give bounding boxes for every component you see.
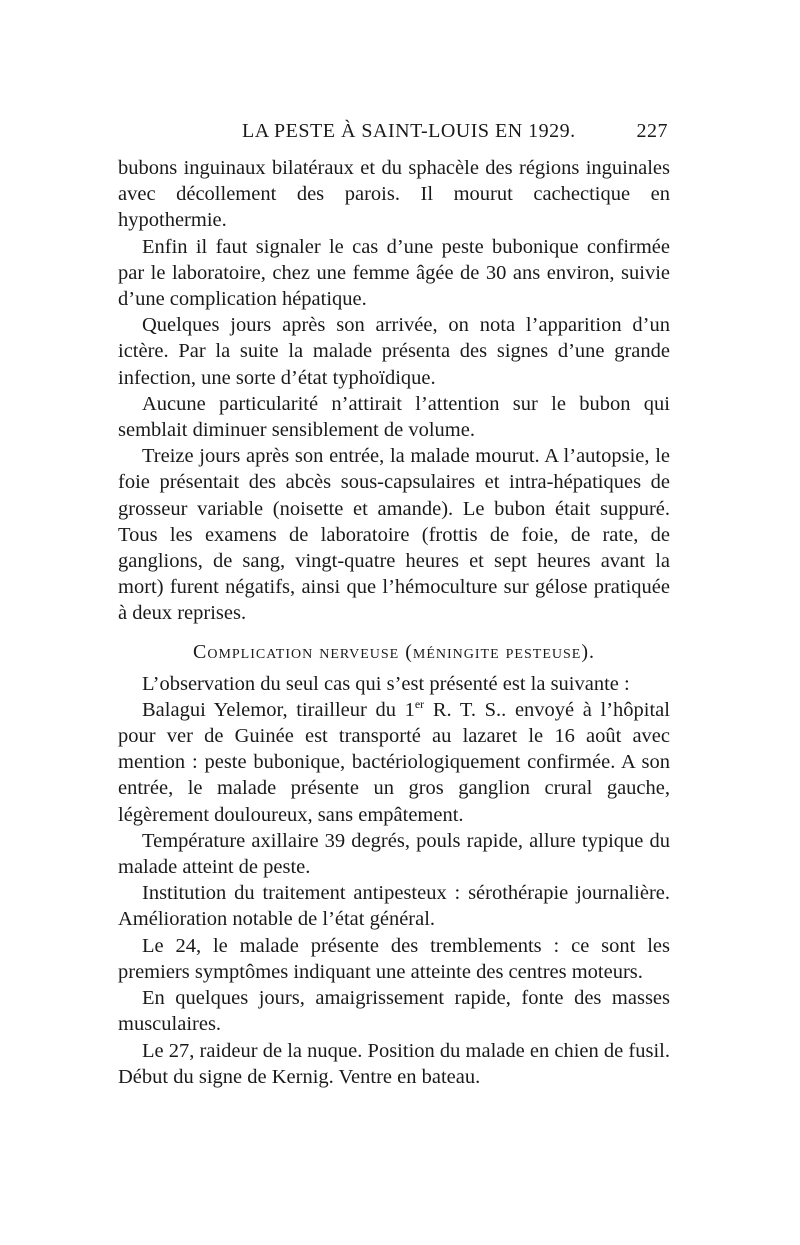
paragraph: Institution du traitement antipesteux : sérothérapie journalière. Amélioration notable de l’état général. [118, 882, 670, 931]
section-heading: Complication nerveuse (méningite pesteuse). [193, 640, 595, 663]
paragraph: Enfin il faut signaler le cas d’une peste bubonique confirmée par le laboratoire, chez une femme âgée de 30 ans environ, suivie d’une complication hépatique. [118, 235, 670, 311]
text-fragment: Balagui Yelemor, tirailleur du 1 [142, 698, 415, 721]
paragraph [118, 697, 670, 828]
paragraph: En quelques jours, amaigrissement rapide, fonte des masses musculaires. [118, 987, 670, 1036]
paragraph: Le 27, raideur de la nuque. Position du malade en chien de fusil. Début du signe de Kernig. Ventre en bateau. [118, 1039, 670, 1088]
body-text [118, 155, 670, 1090]
text-fragment: R. T. S.. envoyé à l’hôpital pour ver de Guinée est transporté au lazaret le 16 août avec mention : peste bubonique, bactériologiquement confirmée. A son entrée, le malade présente un gros ganglion crural gauche, légèrement douloureux, sans empâtement. [118, 698, 670, 826]
paragraph: Température axillaire 39 degrés, pouls rapide, allure typique du malade atteint de peste. [118, 829, 670, 879]
paragraph: Le 24, le malade présente des tremblements : ce sont les premiers symptômes indiquant une atteinte des centres moteurs. [118, 934, 670, 983]
paragraph: Treize jours après son entrée, la malade mourut. A l’autopsie, le foie présentait des abcès sous-capsulaires et intra-hépatiques de grosseur variable (noisette et amande). Le bubon était suppuré. Tous les examens de laboratoire (frottis de foie, de rate, de ganglions, de sang, vingt-quatre heures et sept heures avant la mort) furent négatifs, ainsi que l’hémoculture sur gélose pratiquée à deux reprises. [118, 445, 670, 625]
paragraph: Aucune particularité n’attirait l’attention sur le bubon qui semblait diminuer sensiblement de volume. [118, 392, 670, 442]
superscript: er [414, 697, 425, 712]
paragraph: Quelques jours après son arrivée, on nota l’apparition d’un ictère. Par la suite la malade présenta des signes d’une grande infection, une sorte d’état typhoïdique. [118, 314, 670, 389]
page-header [118, 120, 670, 150]
paragraph: bubons inguinaux bilatéraux et du sphacèle des régions inguinales avec décollement des parois. Il mourut cachectique en hypothermie. [118, 157, 670, 232]
paragraph: L’observation du seul cas qui s’est présenté est la suivante : [142, 672, 630, 695]
page-number: 227 [636, 120, 668, 142]
running-title: LA PESTE À SAINT-LOUIS EN 1929. [242, 120, 576, 142]
